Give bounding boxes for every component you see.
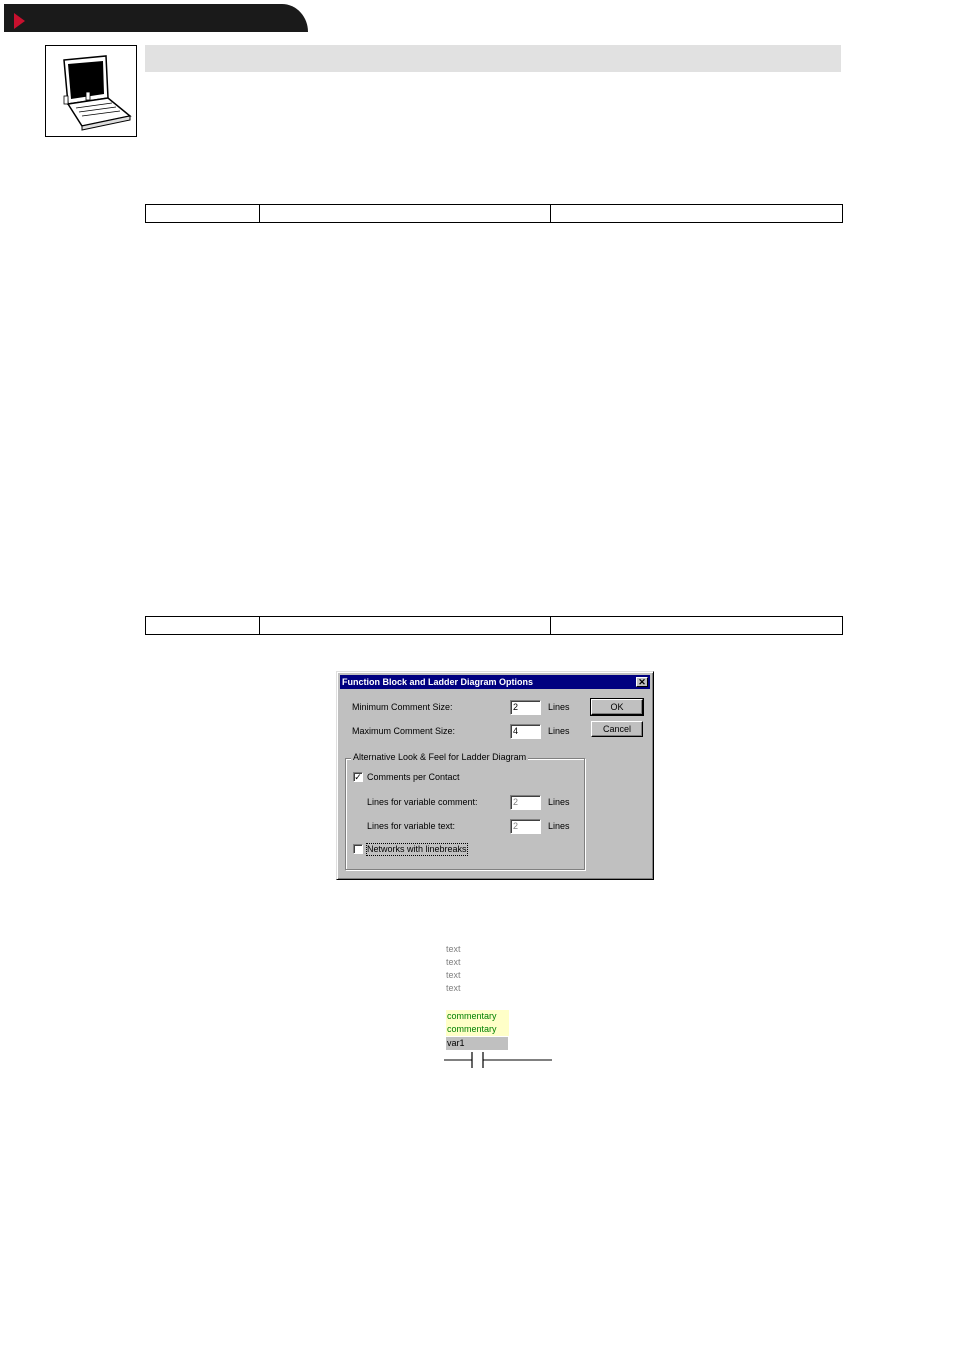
- min-comment-unit: Lines: [548, 702, 570, 712]
- close-button[interactable]: [636, 677, 648, 687]
- blank-table-1: [145, 204, 843, 223]
- networks-linebreaks-checkbox[interactable]: [353, 844, 363, 854]
- table-cell: [146, 205, 260, 223]
- table-cell: [551, 617, 843, 635]
- ladder-contact-diagram: [444, 1050, 556, 1070]
- close-icon: ✕: [638, 677, 646, 687]
- blank-table-2: [145, 616, 843, 635]
- lines-var-text-label: Lines for variable text:: [367, 821, 456, 831]
- laptop-icon-box: [45, 45, 137, 137]
- header-bar: [4, 4, 308, 32]
- min-comment-label: Minimum Comment Size:: [352, 702, 453, 712]
- table-cell: [146, 617, 260, 635]
- table-cell: [260, 617, 551, 635]
- check-mark-icon: ✓: [354, 772, 362, 782]
- sample-text-line: text: [446, 970, 461, 980]
- options-dialog: [336, 671, 654, 880]
- lines-var-comment-label: Lines for variable comment:: [367, 797, 478, 807]
- sample-text-line: text: [446, 944, 461, 954]
- variable-name: var1: [447, 1038, 465, 1048]
- cancel-button[interactable]: Cancel: [591, 721, 643, 737]
- laptop-icon: [46, 46, 136, 136]
- lines-var-comment-input[interactable]: 2: [510, 795, 541, 810]
- comments-per-contact-label[interactable]: Comments per Contact: [367, 772, 460, 782]
- section-heading-band: [145, 45, 841, 72]
- comment-line: commentary: [447, 1024, 497, 1034]
- group-label: Alternative Look & Feel for Ladder Diagram: [353, 752, 527, 762]
- comment-line: commentary: [447, 1011, 497, 1021]
- dialog-title: Function Block and Ladder Diagram Options: [342, 677, 534, 687]
- lines-var-text-unit: Lines: [548, 821, 570, 831]
- sample-text-line: text: [446, 957, 461, 967]
- table-cell: [551, 205, 843, 223]
- ok-button[interactable]: OK: [591, 699, 643, 715]
- lines-var-comment-unit: Lines: [548, 797, 570, 807]
- min-comment-input[interactable]: 2: [510, 700, 541, 715]
- dialog-titlebar[interactable]: [340, 675, 650, 689]
- max-comment-unit: Lines: [548, 726, 570, 736]
- networks-linebreaks-label[interactable]: Networks with linebreaks: [367, 844, 467, 854]
- comments-per-contact-checkbox[interactable]: [353, 772, 363, 782]
- sample-text-line: text: [446, 983, 461, 993]
- lines-var-text-input[interactable]: 2: [510, 819, 541, 834]
- arrow-right-icon: [14, 13, 25, 29]
- max-comment-label: Maximum Comment Size:: [352, 726, 456, 736]
- max-comment-input[interactable]: 4: [510, 724, 541, 739]
- table-cell: [260, 205, 551, 223]
